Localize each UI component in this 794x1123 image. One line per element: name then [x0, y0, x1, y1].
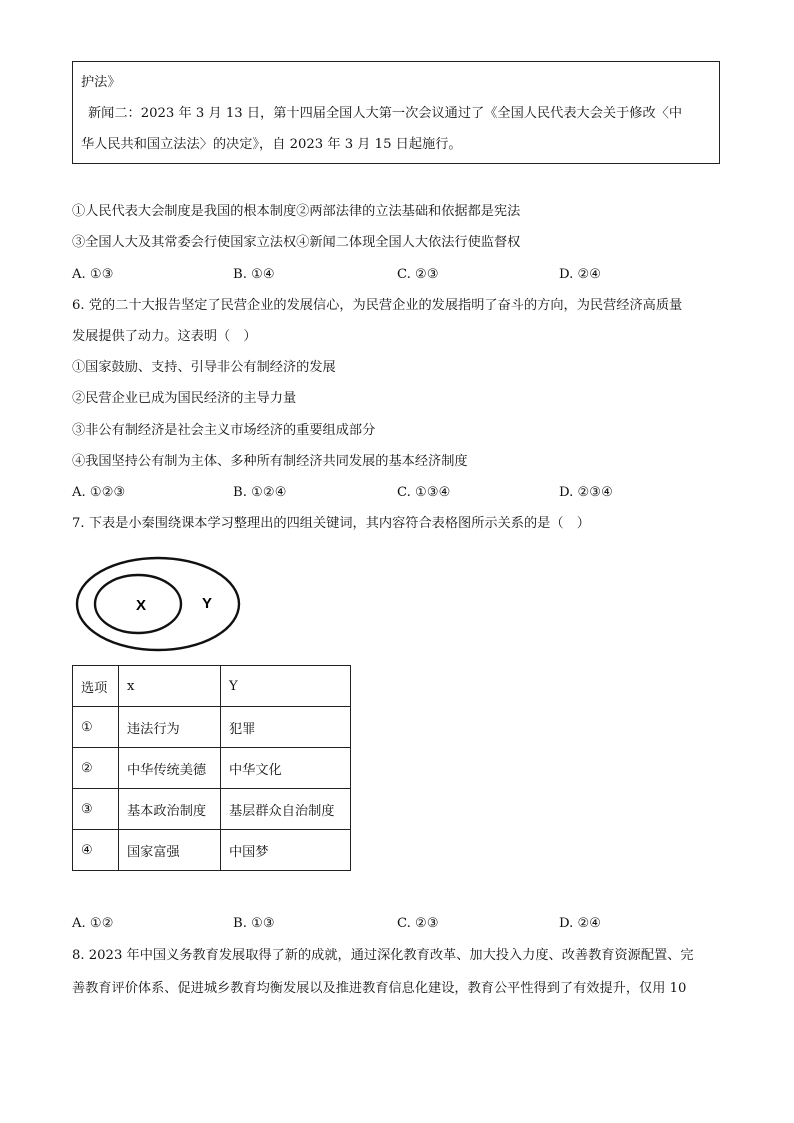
q5-option-c[interactable]: C. ②③ [397, 267, 439, 282]
q5-statement-1-2: ①人民代表大会制度是我国的根本制度②两部法律的立法基础和依据都是宪法 [72, 204, 521, 219]
q6-item-3: ③非公有制经济是社会主义市场经济的重要组成部分 [72, 423, 376, 438]
q5-option-a[interactable]: A. ①③ [72, 267, 114, 282]
q5-option-b[interactable]: B. ①④ [233, 267, 275, 282]
table-cell-x: 违法行为 [119, 707, 221, 748]
table-cell-option: ② [73, 748, 119, 789]
venn-label-y: Y [201, 595, 213, 612]
table-cell-y: 犯罪 [221, 707, 351, 748]
q7-options [72, 915, 722, 933]
table-header-x: x [119, 666, 221, 707]
news-box-line-2: 新闻二：2023 年 3 月 13 日，第十四届全国人大第一次会议通过了《全国人民代表大会关于修改〈中 [88, 106, 683, 121]
keyword-table [72, 665, 351, 871]
q6-stem-line-1: 6. 党的二十大报告坚定了民营企业的发展信心，为民营企业的发展指明了奋斗的方向，为民营经济高质量 [72, 298, 683, 313]
q5-statement-3-4: ③全国人大及其常委会行使国家立法权④新闻二体现全国人大依法行使监督权 [72, 235, 521, 250]
q6-item-1: ①国家鼓励、支持、引导非公有制经济的发展 [72, 360, 336, 375]
news-box-line-3: 华人民共和国立法法〉的决定》，自 2023 年 3 月 15 日起施行。 [81, 137, 462, 152]
news-box [72, 61, 720, 164]
q6-item-2: ②民营企业已成为国民经济的主导力量 [72, 391, 297, 406]
table-cell-option: ③ [73, 789, 119, 830]
q7-option-c[interactable]: C. ②③ [397, 916, 439, 931]
q6-option-c[interactable]: C. ①③④ [397, 485, 451, 500]
table-cell-x: 中华传统美德 [119, 748, 221, 789]
outer-ellipse [77, 558, 239, 650]
q8-stem-line-2: 善教育评价体系、促进城乡教育均衡发展以及推进教育信息化建设，教育公平性得到了有效提升，仅用 10 [72, 981, 687, 996]
table-row [73, 707, 351, 748]
q5-option-d[interactable]: D. ②④ [559, 267, 602, 282]
q6-option-b[interactable]: B. ①②④ [233, 485, 287, 500]
table-header-y: Y [221, 666, 351, 707]
q7-option-a[interactable]: A. ①② [72, 916, 114, 931]
q6-stem-line-2: 发展提供了动力。这表明（ ） [72, 329, 257, 344]
table-row [73, 830, 351, 871]
venn-diagram [72, 555, 244, 655]
q6-options [72, 484, 722, 502]
q5-options [72, 266, 722, 284]
table-row [73, 789, 351, 830]
q7-option-d[interactable]: D. ②④ [559, 916, 602, 931]
table-cell-y: 中华文化 [221, 748, 351, 789]
venn-label-x: X [135, 597, 147, 614]
table-header-row [73, 666, 351, 707]
q6-item-4: ④我国坚持公有制为主体、多种所有制经济共同发展的基本经济制度 [72, 454, 468, 469]
q7-stem: 7. 下表是小秦围绕课本学习整理出的四组关键词，其内容符合表格图所示关系的是（ ） [72, 516, 590, 531]
table-row [73, 748, 351, 789]
table-cell-y: 基层群众自治制度 [221, 789, 351, 830]
table-cell-x: 基本政治制度 [119, 789, 221, 830]
q6-option-a[interactable]: A. ①②③ [72, 485, 126, 500]
table-cell-x: 国家富强 [119, 830, 221, 871]
table-cell-y: 中国梦 [221, 830, 351, 871]
news-box-line-1: 护法》 [81, 75, 121, 90]
q8-stem-line-1: 8. 2023 年中国义务教育发展取得了新的成就，通过深化教育改革、加大投入力度、改善教育资源配置、完 [72, 948, 694, 963]
q7-option-b[interactable]: B. ①③ [233, 916, 275, 931]
table-cell-option: ④ [73, 830, 119, 871]
table-cell-option: ① [73, 707, 119, 748]
q6-option-d[interactable]: D. ②③④ [559, 485, 613, 500]
table-header-option: 选项 [73, 666, 119, 707]
